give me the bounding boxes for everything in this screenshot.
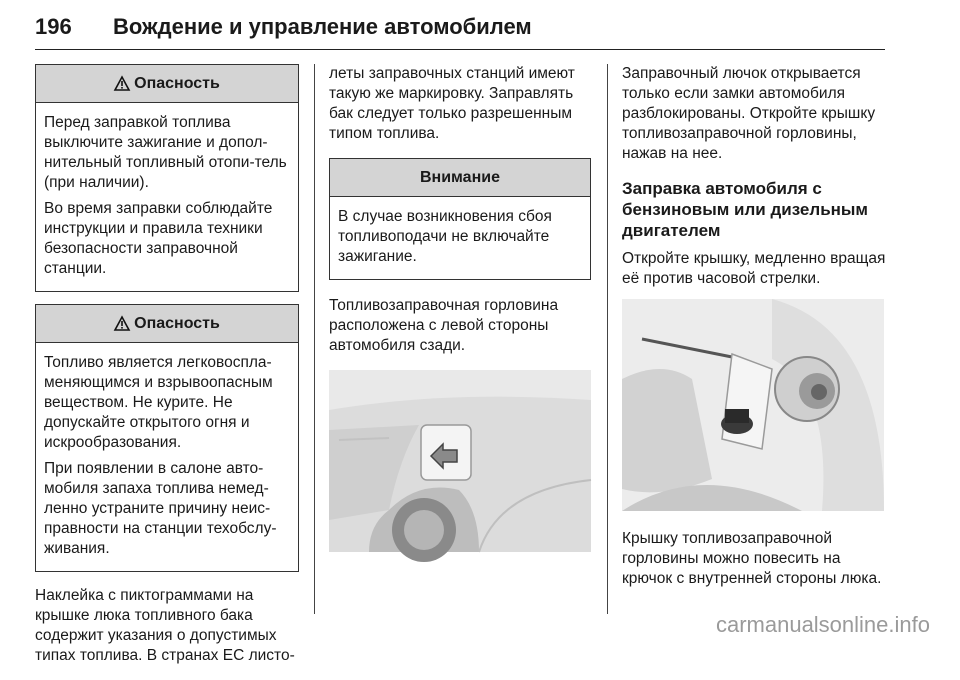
column-1 xyxy=(35,64,299,680)
cap-hook-caption: Крышку топливозаправочной горловины можно повесить на крючок с внутренней стороны люка. xyxy=(622,530,882,587)
section-heading: Заправка автомобиля с бензиновым или дизельным двигателем xyxy=(622,179,869,240)
danger-box-2-text-1: Топливо является легковоспла-меняющимся и взрывоопасным веществом. Не курите. Не допускайте открытого огня и искрообразования. xyxy=(44,354,273,451)
danger-box-1-text-2: Во время заправки соблюдайте инструкции и правила техники безопасности заправочной станции. xyxy=(44,200,273,277)
fuel-door-open-text: Заправочный лючок открывается только если замки автомобиля разблокированы. Откройте крышку топливозаправочной горловины, нажав на нее. xyxy=(622,65,876,162)
column-divider-2 xyxy=(607,64,608,614)
column-divider-1 xyxy=(314,64,315,614)
chapter-title: Вождение и управление автомобилем xyxy=(113,14,532,39)
fuel-door-illustration xyxy=(329,370,591,552)
danger-box-2-header xyxy=(36,305,298,343)
danger-box-2-text-2: При появлении в салоне авто-мобиля запаха топлива немед-ленно устраните причину неис-правности на станции техобслу-живания. xyxy=(44,460,277,557)
danger-box-1-text-1: Перед заправкой топлива выключите зажигание и допол-нительный топливный отопи-тель (при наличии). xyxy=(44,114,287,191)
notice-box-text: В случае возникновения сбоя топливоподачи не включайте зажигание. xyxy=(338,208,552,265)
notice-box xyxy=(329,158,591,280)
danger-box-1 xyxy=(35,64,299,292)
danger-box-2 xyxy=(35,304,299,572)
notice-box-title: Внимание xyxy=(420,168,500,186)
page-number: 196 xyxy=(35,14,72,39)
filler-location-text: Топливозаправочная горловина расположена с левой стороны автомобиля сзади. xyxy=(329,297,559,354)
column-2 xyxy=(329,64,591,552)
warning-icon xyxy=(114,76,130,91)
fuel-labels-text: леты заправочных станций имеют такую же маркировку. Заправлять бак следует только разрешенным типом топлива. xyxy=(329,65,575,142)
danger-box-1-title: Опасность xyxy=(134,74,220,92)
column-3 xyxy=(622,64,888,603)
notice-box-header xyxy=(330,159,590,197)
fuel-cap-illustration xyxy=(622,299,884,511)
danger-box-2-title: Опасность xyxy=(134,314,220,332)
danger-box-1-header xyxy=(36,65,298,103)
cap-open-instruction: Откройте крышку, медленно вращая её против часовой стрелки. xyxy=(622,250,886,287)
watermark: carmanualsonline.info xyxy=(715,612,930,637)
page-header xyxy=(35,4,885,50)
fuel-type-sticker-text: Наклейка с пиктограммами на крышке люка топливного бака содержит указания о допустимых типах топлива. В странах ЕС листо- xyxy=(35,587,295,664)
warning-icon xyxy=(114,316,130,331)
